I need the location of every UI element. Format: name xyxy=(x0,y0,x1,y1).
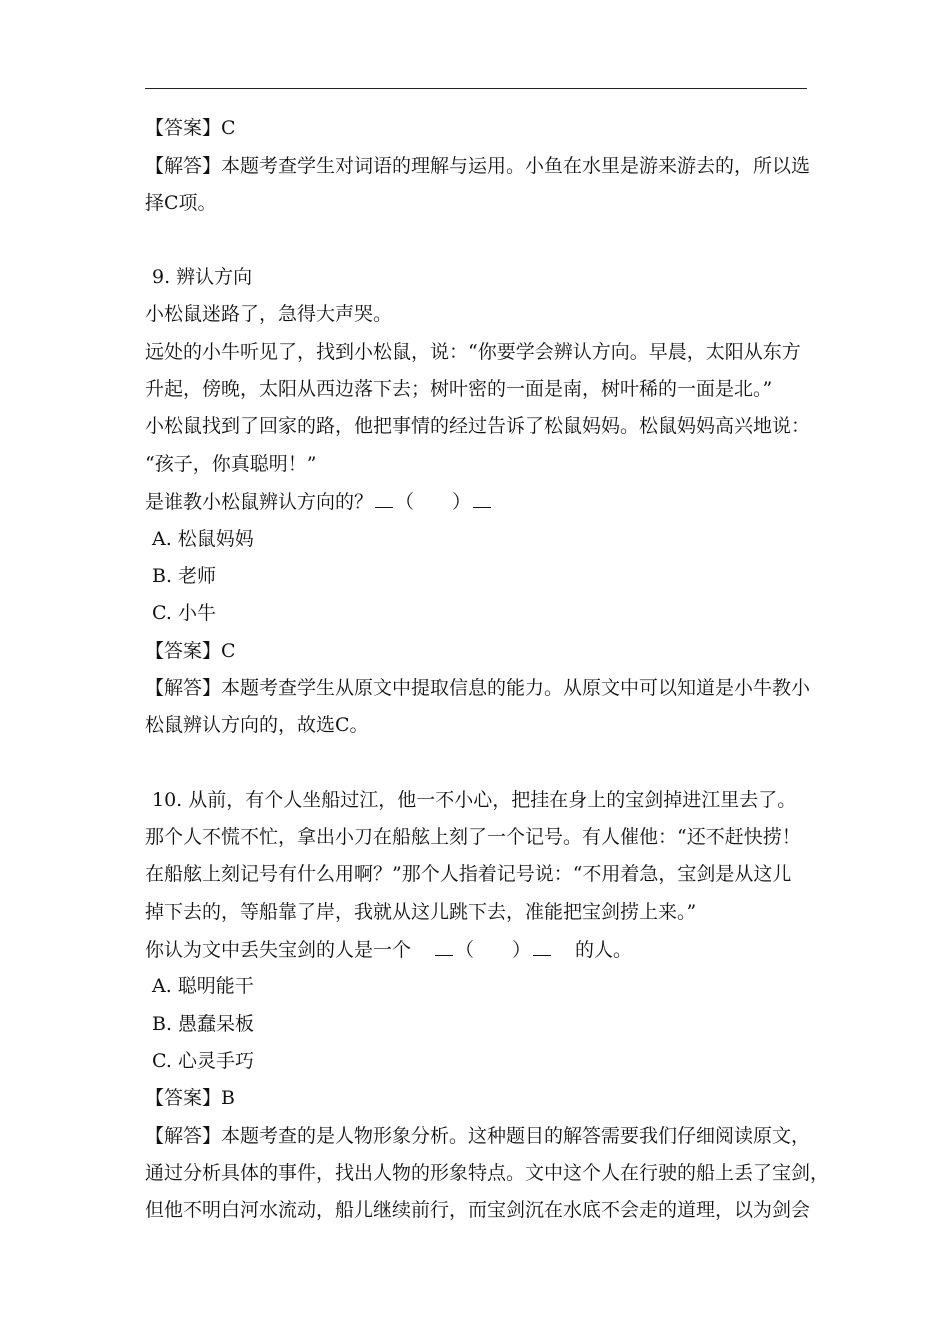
q10-option-b: B. 愚蠢呆板 xyxy=(152,1013,255,1035)
q10-question xyxy=(145,937,825,962)
q10-question-suffix: 的人。 xyxy=(575,939,633,961)
q9-question-text: 是谁教小松鼠辨认方向的？ xyxy=(145,491,374,513)
q10-passage-line-3: 在船舷上刻记号有什么用啊？”那个人指着记号说：“不用着急，宝剑是从这儿 xyxy=(145,863,792,885)
q8-explanation-line-1: 【解答】本题考查学生对词语的理解与运用。小鱼在水里是游来游去的，所以选 xyxy=(145,155,811,177)
q9-passage-line-5: “孩子，你真聪明！” xyxy=(145,453,317,475)
q9-title: 9. 辨认方向 xyxy=(152,266,253,288)
q10-explanation-line-2: 通过分析具体的事件，找出人物的形象特点。文中这个人在行驶的船上丢了宝剑， xyxy=(145,1162,830,1184)
q9-question xyxy=(145,489,825,514)
q10-explanation-line-3: 但他不明白河水流动，船儿继续前行，而宝剑沉在水底不会走的道理，以为剑会 xyxy=(145,1199,811,1221)
q9-explanation-line-2: 松鼠辨认方向的，故选C。 xyxy=(145,714,369,736)
q10-passage-line-2: 那个人不慌不忙，拿出小刀在船舷上刻了一个记号。有人催他：“还不赶快捞！ xyxy=(145,826,801,848)
q9-blank-left[interactable] xyxy=(375,489,393,508)
q9-answer: 【答案】C xyxy=(145,640,236,662)
q10-option-a: A. 聪明能干 xyxy=(152,975,254,997)
q9-passage-line-1: 小松鼠迷路了，急得大声哭。 xyxy=(145,303,393,325)
q10-answer-paren: （ ） xyxy=(455,939,532,961)
q9-passage-line-3: 升起，傍晚，太阳从西边落下去；树叶密的一面是南，树叶稀的一面是北。” xyxy=(145,378,773,400)
q8-explanation-line-2: 择C项。 xyxy=(145,192,217,214)
q10-question-prefix: 你认为文中丢失宝剑的人是一个 xyxy=(145,939,412,961)
q10-passage-line-1: 10. 从前，有个人坐船过江，他一不小心，把挂在身上的宝剑掉进江里去了。 xyxy=(152,789,797,811)
q9-option-a: A. 松鼠妈妈 xyxy=(152,528,254,550)
q10-passage-line-4: 掉下去的，等船靠了岸，我就从这儿跳下去，准能把宝剑捞上来。” xyxy=(145,901,697,923)
q10-explanation-line-1: 【解答】本题考查的是人物形象分析。这种题目的解答需要我们仔细阅读原文， xyxy=(145,1125,811,1147)
q8-answer: 【答案】C xyxy=(145,117,236,139)
header-rule xyxy=(145,88,807,89)
q10-blank-left[interactable] xyxy=(435,937,453,956)
q9-option-c: C. 小牛 xyxy=(152,602,216,624)
q9-explanation-line-1: 【解答】本题考查学生从原文中提取信息的能力。从原文中可以知道是小牛教小 xyxy=(145,677,811,699)
q9-blank-right[interactable] xyxy=(473,489,491,508)
q9-answer-paren: （ ） xyxy=(395,491,472,513)
q9-option-b: B. 老师 xyxy=(152,565,217,587)
q9-passage-line-4: 小松鼠找到了回家的路，他把事情的经过告诉了松鼠妈妈。松鼠妈妈高兴地说： xyxy=(145,415,811,437)
q10-option-c: C. 心灵手巧 xyxy=(152,1050,254,1072)
q9-passage-line-2: 远处的小牛听见了，找到小松鼠，说：“你要学会辨认方向。早晨，太阳从东方 xyxy=(145,341,801,363)
q10-blank-right[interactable] xyxy=(533,937,551,956)
q10-answer: 【答案】B xyxy=(145,1087,235,1109)
